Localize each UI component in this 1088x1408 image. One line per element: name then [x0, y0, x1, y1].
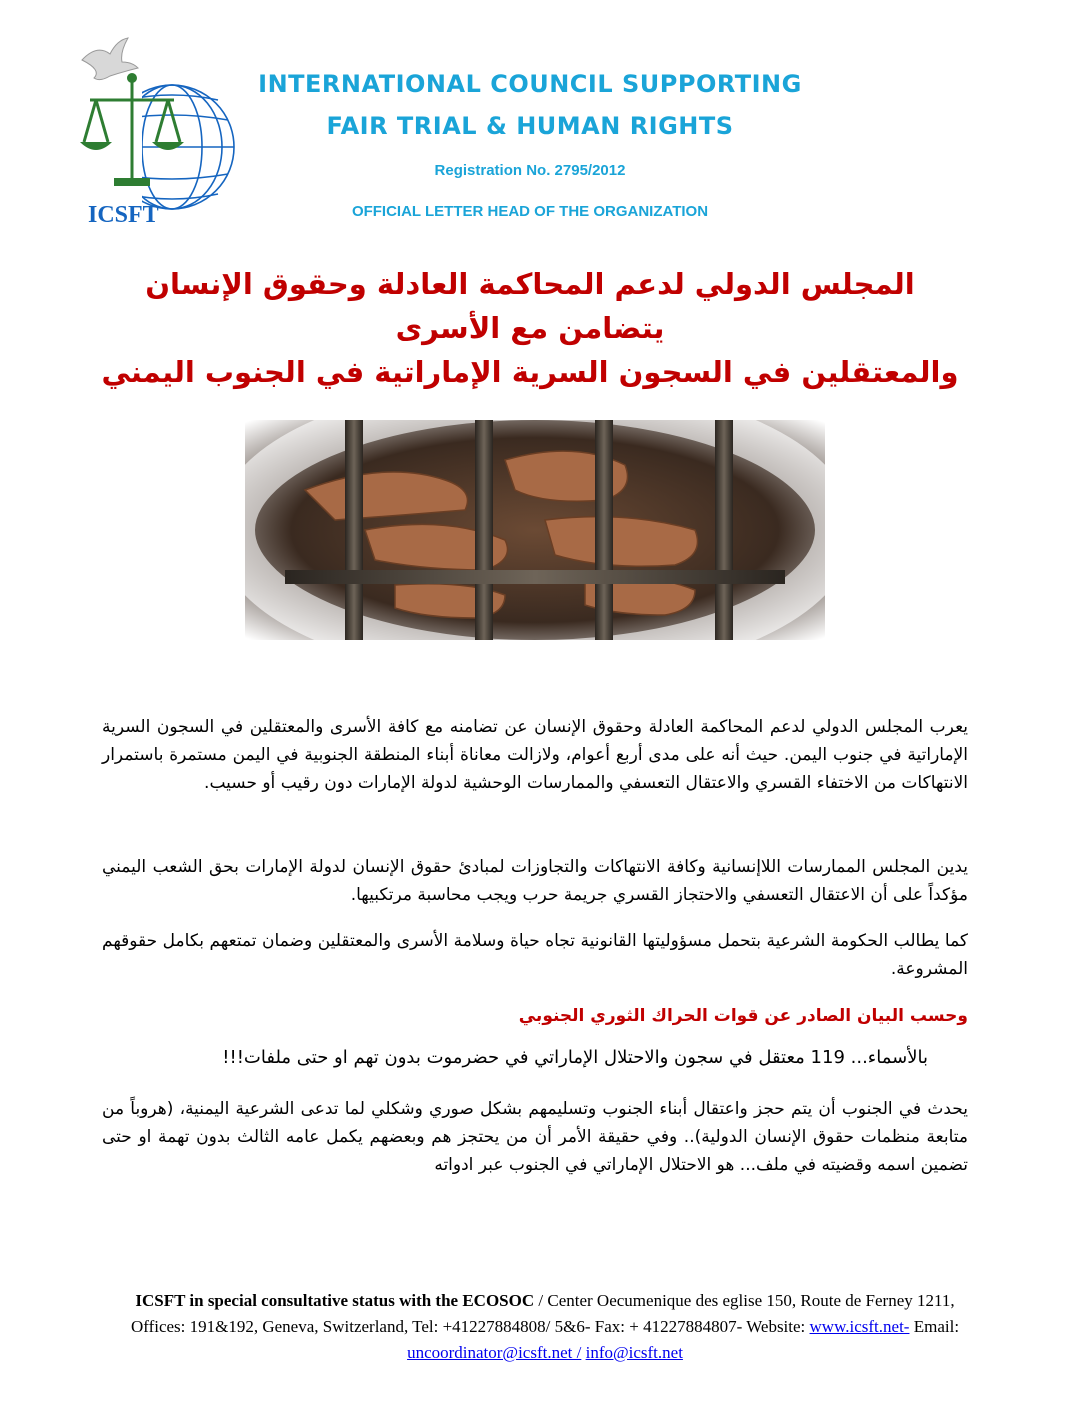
footer-status: ICSFT in special consultative status with the ECOSOC	[135, 1291, 535, 1310]
prison-hands-image	[245, 420, 825, 640]
title-line2: والمعتقلين في السجون السرية الإماراتية في الجنوب اليمني	[101, 355, 959, 389]
detainees-count-line: بالأسماء... 119 معتقل في سجون والاحتلال الإماراتي في حضرموت بدون تهم او حتى ملفات!!!	[222, 1047, 928, 1068]
paragraph-detentions: يحدث في الجنوب أن يتم حجز واعتقال أبناء الجنوب وتسليمهم بشكل صوري وشكلي لما تدعى الشرعية اليمنية، (هروباً من متابعة منظمات حقوق الإنسان الدولية).. وفي حقيقة الأمر أن من يحتجز هم وبعضهم يكمل عامه الثالث بدون تهمة او حتى تضمين اسمه وقضيته في ملف... هو الاحتلال الإماراتي في الجنوب عبر ادواته	[102, 1099, 968, 1175]
website-link[interactable]: www.icsft.net-	[809, 1317, 910, 1336]
email-link-info[interactable]: info@icsft.net	[585, 1343, 683, 1362]
org-name-line1: INTERNATIONAL COUNCIL SUPPORTING	[258, 70, 802, 98]
footer-contact	[120, 1288, 970, 1366]
logo-text: ICSFT	[88, 202, 159, 228]
organization-logo	[62, 32, 252, 232]
paragraph-condemnation: يدين المجلس الممارسات اللاإنسانية وكافة الانتهاكات والتجاوزات لمبادئ حقوق الإنسان لدولة الإمارات بحق الشعب اليمني مؤكداً على أن الاعتقال التعسفي والاحتجاز القسري جريمة حرب ويجب محاسبة مرتكبيها.	[102, 857, 968, 905]
org-name-line2: FAIR TRIAL & HUMAN RIGHTS	[326, 112, 734, 140]
footer-email-label: Email:	[909, 1317, 960, 1336]
prison-bars-photo	[245, 420, 825, 640]
section-subheading: وحسب البيان الصادر عن قوات الحراك الثوري الجنوبي	[518, 1006, 968, 1026]
paragraph-demand: كما يطالب الحكومة الشرعية بتحمل مسؤوليتها القانونية تجاه حياة وسلامة الأسرى والمعتقلين وضمان تمتعهم بكامل حقوقهم المشروعة.	[102, 931, 968, 979]
official-letterhead-label: OFFICIAL LETTER HEAD OF THE ORGANIZATION	[351, 203, 709, 220]
page-title	[90, 262, 970, 394]
paragraph-solidarity: يعرب المجلس الدولي لدعم المحاكمة العادلة وحقوق الإنسان عن تضامنه مع كافة الأسرى والمعتقلين في السجون السرية الإماراتية في جنوب اليمن. حيث أنه على مدى أربع أعوام، ولازالت معاناة أبناء المنطقة الجنوبية في اليمن مستمرة باستمرار الانتهاكات من الاختفاء القسري والاعتقال التعسفي والممارسات الوحشية لدولة الإمارات دون رقيب أو حسيب.	[102, 717, 968, 793]
title-line1: المجلس الدولي لدعم المحاكمة العادلة وحقوق الإنسان يتضامن مع الأسرى	[145, 267, 915, 345]
footer-address: / Center Oecumenique des eglise 150, Route de Ferney 1211, Offices: 191&192, Geneva, Switzerland, Tel: +41227884808/ 5&6- Fax: + 41227884807- Website:	[130, 1291, 955, 1336]
email-link-coordinator[interactable]: uncoordinator@icsft.net /	[407, 1343, 582, 1362]
registration-number: Registration No. 2795/2012	[434, 162, 626, 179]
